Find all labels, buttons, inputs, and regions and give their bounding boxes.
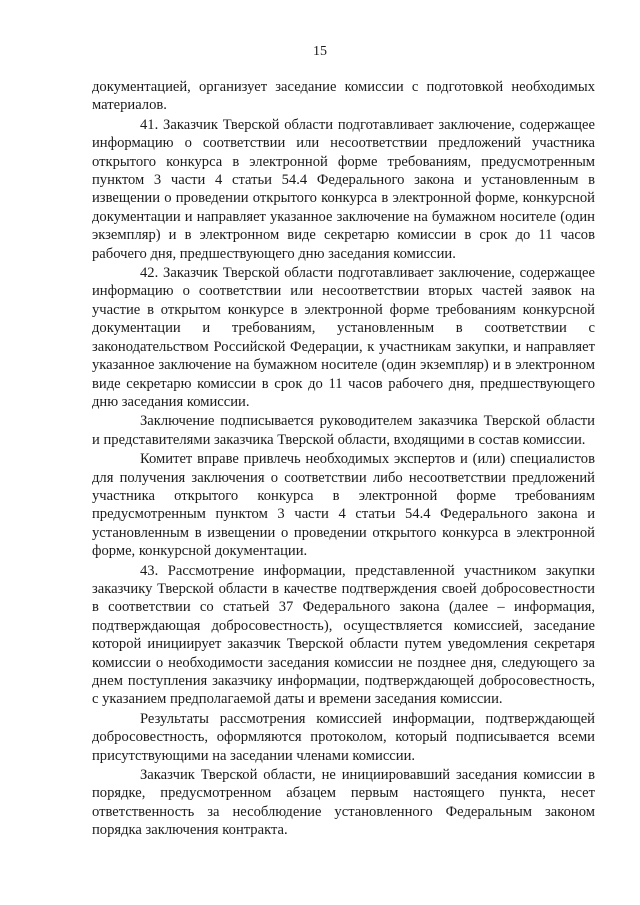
document-body bbox=[92, 78, 595, 840]
paragraph-results-note: Результаты рассмотрения комиссией информации, подтверждающей добросовестность, оформляются протоколом, который подписывается всеми присутствующими на заседании членами комиссии. bbox=[92, 710, 595, 764]
paragraph-experts-note: Комитет вправе привлечь необходимых экспертов и (или) специалистов для получения заключения о соответствии либо несоответствии предложений участника открытого конкурса в электронной форме требованиям предусмотренным пунктом 3 части 4 статьи 54.4 Федерального закона и установленным в извещении о проведении открытого конкурса в электронной форме, конкурсной документации. bbox=[92, 451, 595, 560]
paragraph-item-41: 41. Заказчик Тверской области подготавливает заключение, содержащее информацию о соответствии или несоответствии предложений участника открытого конкурса в электронной форме требованиям, предусмотренным пунктом 3 части 4 статьи 54.4 Федерального закона и установленным в извещении о проведении открытого конкурса в электронной форме, конкурсной документации и направляет указанное заключение на бумажном носителе (один экземпляр) и в электронном виде секретарю комиссии в срок до 11 часов рабочего дня, предшествующего дню заседания комиссии. bbox=[92, 116, 595, 262]
paragraph-item-43: 43. Рассмотрение информации, представленной участником закупки заказчику Тверской области в качестве подтверждения своей добросовестности в соответствии со статьей 37 Федерального закона (далее – информация, подтверждающая добросовестность), осуществляется комиссией, заседание которой инициирует заказчик Тверской области путем уведомления секретаря комиссии о необходимости заседания комиссии не позднее дня, следующего за днем поступления заказчику информации, подтверждающей добросовестность, с указанием предполагаемой даты и времени заседания комиссии. bbox=[92, 562, 595, 708]
paragraph-signature-note: Заключение подписывается руководителем заказчика Тверской области и представителями заказчика Тверской области, входящими в состав комиссии. bbox=[92, 413, 595, 448]
paragraph-item-42: 42. Заказчик Тверской области подготавливает заключение, содержащее информацию о соответствии или несоответствии вторых частей заявок на участие в открытом конкурсе в электронной форме требованиям конкурсной документации и требованиям, установленным в соответствии с законодательством Российской Федерации, к участникам закупки, и направляет указанное заключение на бумажном носителе (один экземпляр) и в электронном виде секретарю комиссии в срок до 11 часов рабочего дня, предшествующего дню заседания комиссии. bbox=[92, 265, 595, 410]
paragraph-responsibility-note: Заказчик Тверской области, не инициировавший заседания комиссии в порядке, предусмотренном абзацем первым настоящего пункта, несет ответственность за несоблюдение установленного Федеральным законом порядка заключения контракта. bbox=[92, 767, 595, 839]
paragraph-continuation: документацией, организует заседание комиссии с подготовкой необходимых материалов. bbox=[92, 79, 595, 114]
page-number: 15 bbox=[313, 44, 327, 59]
